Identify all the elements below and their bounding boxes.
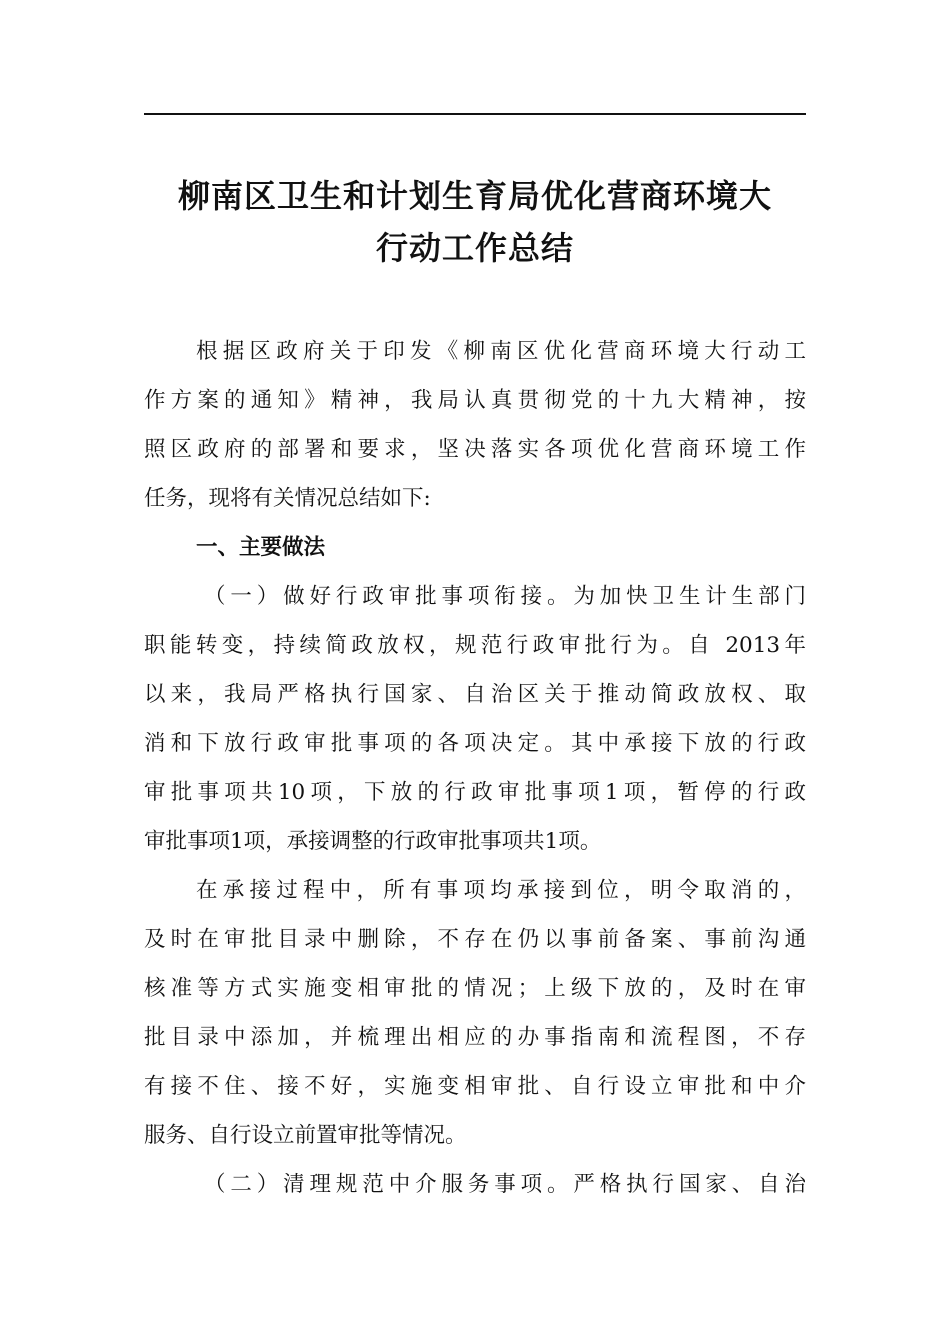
text-line: 消和下放行政审批事项的各项决定。其中承接下放的行政: [144, 731, 806, 756]
text-line: 批目录中添加，并梳理出相应的办事指南和流程图，不存: [144, 1025, 806, 1050]
text-line: （一）做好行政审批事项衔接。为加快卫生计生部门: [204, 584, 806, 609]
heading-text: 一、主要做法: [196, 535, 326, 560]
text-line: 及时在审批目录中删除，不存在仍以事前备案、事前沟通: [144, 927, 806, 952]
title-line: 行动工作总结: [375, 229, 574, 267]
paragraph-approval-items: [144, 572, 806, 866]
section-heading: [144, 523, 806, 572]
document-title: [144, 170, 806, 274]
text-line: 任务，现将有关情况总结如下:: [144, 486, 431, 511]
text-line: 服务、自行设立前置审批等情况。: [144, 1123, 467, 1148]
text-line: 审批事项共10项，下放的行政审批事项1项，暂停的行政: [144, 780, 806, 805]
text-line: 核准等方式实施变相审批的情况；上级下放的，及时在审: [144, 976, 806, 1001]
top-rule: [144, 113, 806, 115]
document-body: [144, 327, 806, 1209]
text-line: 有接不住、接不好，实施变相审批、自行设立审批和中介: [144, 1074, 806, 1099]
paragraph-intermediary: [144, 1160, 806, 1209]
paragraph-intro: [144, 327, 806, 523]
text-line: 照区政府的部署和要求，坚决落实各项优化营商环境工作: [144, 437, 806, 462]
paragraph-undertaking: [144, 866, 806, 1160]
text-line: 根据区政府关于印发《柳南区优化营商环境大行动工: [196, 339, 806, 364]
text-line: 作方案的通知》精神，我局认真贯彻党的十九大精神，按: [144, 388, 806, 413]
text-line: 在承接过程中，所有事项均承接到位，明令取消的，: [196, 878, 806, 903]
text-line: 审批事项1项，承接调整的行政审批事项共1项。: [144, 829, 602, 854]
text-line: 以来，我局严格执行国家、自治区关于推动简政放权、取: [144, 682, 806, 707]
text-line: 职能转变，持续简政放权，规范行政审批行为。自 2013年: [144, 633, 806, 658]
text-line: （二）清理规范中介服务事项。严格执行国家、自治: [204, 1172, 806, 1197]
title-line: 柳南区卫生和计划生育局优化营商环境大: [177, 177, 772, 215]
